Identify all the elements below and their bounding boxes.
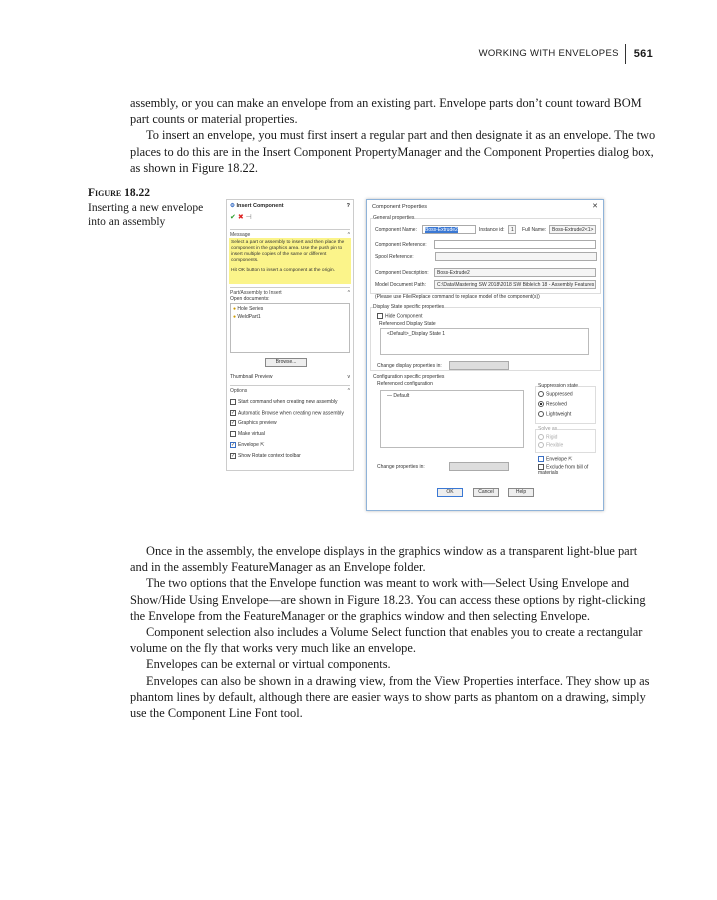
option-start-command[interactable]: Start command when creating new assembly [230,397,350,408]
part-header[interactable]: Part/Assembly to Insert ^ [230,287,350,296]
message-text-2: Hit OK button to insert a component at the origin. [231,268,335,273]
paragraph: The two options that the Envelope function was meant to work with—Select Using Envelope and Show/Hide Using Envelope—are shown in Figure 18.23. You can access these options by right-clicking the Envelope from the FeatureManager or the graphics window and then selecting Envelope. [130,576,646,623]
option-rotate-toolbar[interactable]: ✓ Show Rotate context toolbar [231,453,301,460]
panel-title-text: Insert Component [236,203,284,209]
running-header [479,44,653,64]
paragraph: Envelopes can be external or virtual components. [146,657,391,672]
display-state-list[interactable] [380,328,589,355]
component-properties-dialog [366,199,604,511]
help-icon[interactable]: ? [346,203,350,209]
body-text [130,543,658,721]
change-display-label: Change display properties in: [377,363,442,369]
hide-component-checkbox[interactable]: Hide Component [377,313,423,319]
general-label: General properties [373,215,415,221]
spool-label: Spool Reference: [375,254,414,260]
open-docs-label: Open documents: [230,296,270,302]
cursor-icon: ⇱ [260,442,265,449]
paragraph: Component selection also includes a Volume Select function that enables you to create a rectangular volume on the fly that works very much like an envelope. [130,625,643,656]
ok-check-icon[interactable]: ✔ [230,214,236,221]
options-list [230,397,350,462]
solve-as-group [535,429,596,453]
option-auto-browse[interactable]: ✓ Automatic Browse when creating new assembly [231,410,344,417]
description-label: Component Description: [375,270,429,276]
radio-rigid[interactable]: Rigid [538,434,557,440]
path-note: (Please use File/Replace command to replace model of the component(s)) [375,294,540,300]
suppression-label: Suppression state [538,383,579,389]
envelope-checkbox[interactable]: Envelope ⇱ [538,456,572,462]
description-field: Boss-Extrude2 [434,268,596,277]
panel-title [230,203,350,209]
component-name-input[interactable]: Boss-Extrude2 [422,225,476,234]
exclude-bom-checkbox[interactable]: Exclude from bill of materials [538,464,589,477]
figure-label: Figure 18.22 [88,187,151,199]
browse-button[interactable]: Browse... [265,358,307,367]
cancel-button[interactable]: Cancel [473,488,499,497]
pushpin-icon[interactable]: ⊣ [245,214,252,221]
option-graphics-preview[interactable]: ✓ Graphics preview [231,420,277,427]
radio-resolved[interactable]: Resolved [538,401,567,407]
reference-label: Component Reference: [375,242,427,248]
figure-caption [88,186,213,230]
full-name-label: Full Name: [522,227,547,233]
intro-text [130,95,658,176]
cancel-x-icon[interactable]: ✖ [237,214,244,221]
message-text: Select a part or assembly to insert and then place the component in the graphics area. Use the push pin to insert multiple copies of the same or different components. [231,240,345,263]
path-field: C:\Data\Mastering SW 2018\2018 SW Bible\ch 18 - Assembly Features [434,280,596,289]
instance-label: Instance id: [479,227,505,233]
component-icon: ⚙ [230,203,235,209]
doc-item[interactable]: ● Hole Series [233,306,264,312]
message-box [229,238,351,284]
paragraph: Envelopes can also be shown in a drawing view, from the View Properties interface. They show up as phantom lines by default, although there are easier ways to show parts as phantom on a drawing, simply use the Component Line Font tool. [130,673,650,721]
change-display-dropdown[interactable] [449,361,509,370]
options-header[interactable]: Options ^ [230,385,350,394]
open-docs-list[interactable] [230,303,350,353]
action-buttons [230,213,350,221]
path-label: Model Document Path: [375,282,426,288]
help-button[interactable]: Help [508,488,534,497]
dialog-title: Component Properties [372,204,428,210]
instance-field: 1 [508,225,516,234]
reference-input[interactable] [434,240,596,249]
ref-config-label: Referenced configuration [377,381,433,387]
cursor-icon: ⇱ [568,456,573,463]
paragraph: To insert an envelope, you must first insert a regular part and then designate it as an envelope. The two places to do this are in the Insert Component PropertyManager and the Component Properties dialog box, as shown in Figure 18.22. [130,128,656,175]
config-item[interactable]: — Default [387,393,410,399]
config-specific-label: Configuration specific properties [373,374,445,380]
close-icon[interactable]: ✕ [592,203,598,210]
config-list[interactable] [380,390,524,448]
change-props-label: Change properties in: [377,464,425,470]
ok-button[interactable]: OK [437,488,463,497]
section-title: WORKING WITH ENVELOPES [479,44,626,64]
display-state-item[interactable]: <Default>_Display State 1 [387,331,446,337]
part-icon: ● [233,314,237,320]
change-props-dropdown[interactable] [449,462,509,471]
spool-field [435,252,597,261]
paragraph: Once in the assembly, the envelope displays in the graphics window as a transparent light-blue part and in the assembly FeatureManager as an Envelope folder. [130,544,638,575]
paragraph: assembly, or you can make an envelope from an existing part. Envelope parts don’t count toward BOM part counts or material properties. [130,96,642,127]
radio-flexible[interactable]: Flexible [538,442,563,448]
page-number: 561 [633,48,653,60]
option-envelope[interactable]: ✓ Envelope ⇱ [231,442,265,449]
doc-item[interactable]: ● WeldPart1 [233,314,261,320]
radio-lightweight[interactable]: Lightweight [538,411,571,417]
option-make-virtual[interactable]: Make virtual [230,429,350,440]
message-header[interactable]: Message ^ [230,229,350,238]
name-label: Component Name: [375,227,417,233]
ref-display-label: Referenced Display State [379,321,436,327]
part-icon: ● [233,306,237,312]
display-state-label: Display State specific properties [373,304,445,310]
radio-suppressed[interactable]: Suppressed [538,391,573,397]
thumbnail-header[interactable]: Thumbnail Preview v [230,374,350,380]
insert-component-panel [226,199,354,471]
solve-as-label: Solve as [538,426,558,432]
figure-caption-text: Inserting a new envelope into an assembly [88,201,204,228]
full-name-field: Boss-Extrude2<1> [549,225,596,234]
